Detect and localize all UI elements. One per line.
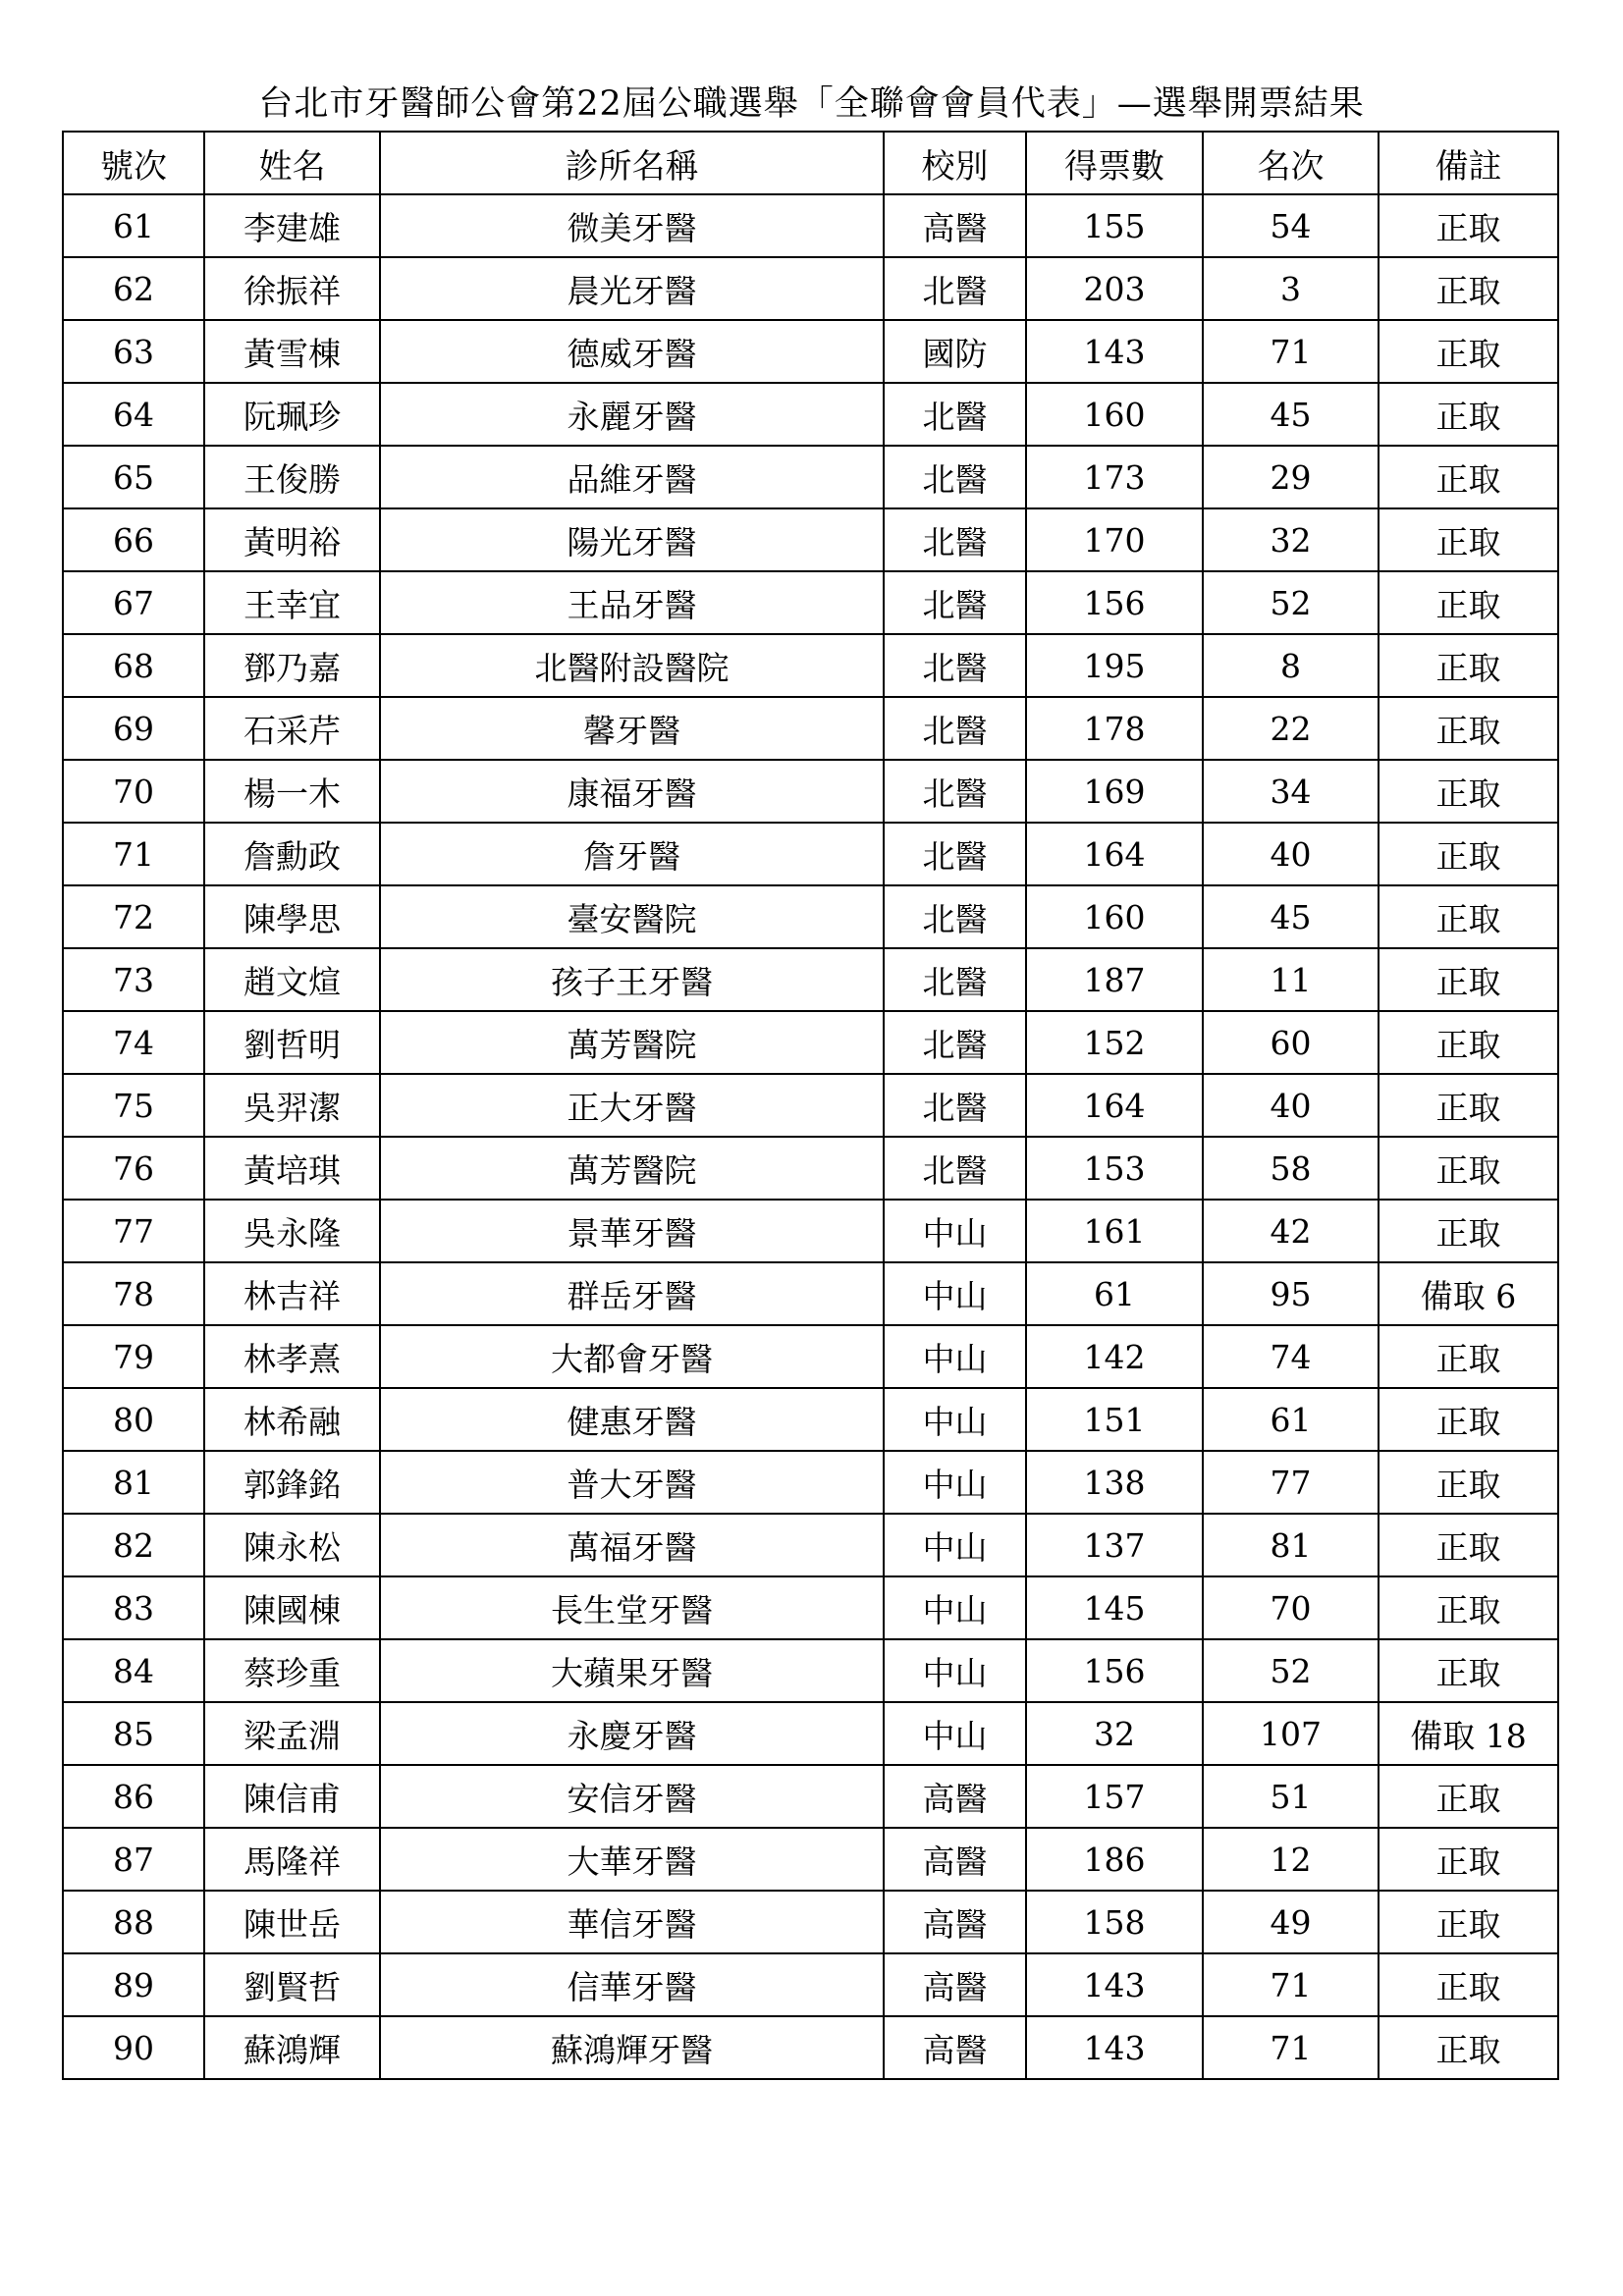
- cell-clinic: 詹牙醫: [380, 823, 884, 885]
- cell-number: 79: [63, 1325, 204, 1388]
- cell-rank: 95: [1203, 1262, 1379, 1325]
- table-row: [63, 1262, 1558, 1325]
- cell-name: 蔡珍重: [204, 1639, 380, 1702]
- cell-votes: 143: [1026, 2016, 1203, 2079]
- cell-note: 正取: [1379, 383, 1558, 446]
- cell-number: 68: [63, 634, 204, 697]
- cell-note: 正取: [1379, 948, 1558, 1011]
- cell-name: 陳信甫: [204, 1765, 380, 1828]
- cell-clinic: 晨光牙醫: [380, 257, 884, 320]
- cell-name: 阮珮珍: [204, 383, 380, 446]
- cell-rank: 70: [1203, 1576, 1379, 1639]
- cell-rank: 45: [1203, 383, 1379, 446]
- table-row: [63, 383, 1558, 446]
- cell-votes: 160: [1026, 885, 1203, 948]
- table-row: [63, 1011, 1558, 1074]
- cell-number: 86: [63, 1765, 204, 1828]
- cell-rank: 58: [1203, 1137, 1379, 1200]
- cell-clinic: 品維牙醫: [380, 446, 884, 508]
- cell-votes: 195: [1026, 634, 1203, 697]
- cell-school: 北醫: [884, 760, 1026, 823]
- cell-number: 69: [63, 697, 204, 760]
- cell-clinic: 康福牙醫: [380, 760, 884, 823]
- cell-number: 89: [63, 1953, 204, 2016]
- cell-note: 正取: [1379, 760, 1558, 823]
- cell-number: 73: [63, 948, 204, 1011]
- cell-clinic: 萬芳醫院: [380, 1011, 884, 1074]
- cell-number: 74: [63, 1011, 204, 1074]
- header-name: 姓名: [204, 132, 380, 194]
- table-row: [63, 1891, 1558, 1953]
- header-votes: 得票數: [1026, 132, 1203, 194]
- cell-rank: 77: [1203, 1451, 1379, 1514]
- cell-school: 北醫: [884, 257, 1026, 320]
- cell-votes: 152: [1026, 1011, 1203, 1074]
- cell-votes: 187: [1026, 948, 1203, 1011]
- table-row: [63, 571, 1558, 634]
- cell-note: 正取: [1379, 1828, 1558, 1891]
- table-row: [63, 1576, 1558, 1639]
- cell-clinic: 群岳牙醫: [380, 1262, 884, 1325]
- cell-note: 正取: [1379, 2016, 1558, 2079]
- cell-votes: 143: [1026, 320, 1203, 383]
- cell-note: 正取: [1379, 1200, 1558, 1262]
- cell-school: 北醫: [884, 1011, 1026, 1074]
- cell-clinic: 微美牙醫: [380, 194, 884, 257]
- table-row: [63, 760, 1558, 823]
- cell-clinic: 普大牙醫: [380, 1451, 884, 1514]
- cell-number: 65: [63, 446, 204, 508]
- cell-clinic: 陽光牙醫: [380, 508, 884, 571]
- cell-clinic: 長生堂牙醫: [380, 1576, 884, 1639]
- cell-number: 83: [63, 1576, 204, 1639]
- cell-rank: 3: [1203, 257, 1379, 320]
- table-row: [63, 948, 1558, 1011]
- cell-votes: 169: [1026, 760, 1203, 823]
- cell-rank: 8: [1203, 634, 1379, 697]
- cell-note: 正取: [1379, 194, 1558, 257]
- cell-number: 63: [63, 320, 204, 383]
- cell-note: 正取: [1379, 1388, 1558, 1451]
- cell-clinic: 安信牙醫: [380, 1765, 884, 1828]
- cell-clinic: 大蘋果牙醫: [380, 1639, 884, 1702]
- cell-note: 正取: [1379, 1576, 1558, 1639]
- cell-rank: 71: [1203, 1953, 1379, 2016]
- cell-note: 正取: [1379, 508, 1558, 571]
- table-row: [63, 1953, 1558, 2016]
- table-row: [63, 1765, 1558, 1828]
- cell-rank: 60: [1203, 1011, 1379, 1074]
- table-row: [63, 320, 1558, 383]
- cell-note: 正取: [1379, 1451, 1558, 1514]
- cell-name: 鄧乃嘉: [204, 634, 380, 697]
- cell-name: 林希融: [204, 1388, 380, 1451]
- cell-votes: 160: [1026, 383, 1203, 446]
- cell-school: 北醫: [884, 697, 1026, 760]
- cell-votes: 143: [1026, 1953, 1203, 2016]
- cell-number: 78: [63, 1262, 204, 1325]
- cell-rank: 71: [1203, 320, 1379, 383]
- cell-clinic: 臺安醫院: [380, 885, 884, 948]
- cell-school: 北醫: [884, 823, 1026, 885]
- cell-number: 80: [63, 1388, 204, 1451]
- cell-note: 正取: [1379, 1325, 1558, 1388]
- cell-rank: 45: [1203, 885, 1379, 948]
- cell-number: 76: [63, 1137, 204, 1200]
- cell-number: 85: [63, 1702, 204, 1765]
- cell-votes: 173: [1026, 446, 1203, 508]
- cell-votes: 155: [1026, 194, 1203, 257]
- cell-note: 正取: [1379, 697, 1558, 760]
- cell-school: 北醫: [884, 885, 1026, 948]
- cell-clinic: 永麗牙醫: [380, 383, 884, 446]
- table-row: [63, 885, 1558, 948]
- cell-note: 備取 18: [1379, 1702, 1558, 1765]
- table-row: [63, 446, 1558, 508]
- table-row: [63, 1200, 1558, 1262]
- cell-votes: 203: [1026, 257, 1203, 320]
- cell-rank: 22: [1203, 697, 1379, 760]
- cell-votes: 164: [1026, 1074, 1203, 1137]
- cell-rank: 61: [1203, 1388, 1379, 1451]
- cell-note: 正取: [1379, 1137, 1558, 1200]
- cell-rank: 54: [1203, 194, 1379, 257]
- cell-school: 北醫: [884, 1074, 1026, 1137]
- cell-number: 72: [63, 885, 204, 948]
- cell-rank: 49: [1203, 1891, 1379, 1953]
- cell-school: 中山: [884, 1514, 1026, 1576]
- cell-votes: 178: [1026, 697, 1203, 760]
- cell-clinic: 萬福牙醫: [380, 1514, 884, 1576]
- cell-school: 高醫: [884, 1953, 1026, 2016]
- cell-school: 北醫: [884, 383, 1026, 446]
- cell-school: 國防: [884, 320, 1026, 383]
- cell-name: 王幸宜: [204, 571, 380, 634]
- header-rank: 名次: [1203, 132, 1379, 194]
- table-row: [63, 1074, 1558, 1137]
- cell-name: 李建雄: [204, 194, 380, 257]
- table-row: [63, 1451, 1558, 1514]
- cell-note: 正取: [1379, 1074, 1558, 1137]
- cell-school: 中山: [884, 1388, 1026, 1451]
- cell-note: 正取: [1379, 320, 1558, 383]
- cell-votes: 170: [1026, 508, 1203, 571]
- cell-clinic: 大華牙醫: [380, 1828, 884, 1891]
- cell-rank: 29: [1203, 446, 1379, 508]
- cell-name: 馬隆祥: [204, 1828, 380, 1891]
- cell-votes: 137: [1026, 1514, 1203, 1576]
- document-title: 台北市牙醫師公會第22屆公職選舉「全聯會會員代表」—選舉開票結果: [258, 84, 1365, 124]
- cell-rank: 81: [1203, 1514, 1379, 1576]
- cell-school: 中山: [884, 1702, 1026, 1765]
- cell-school: 北醫: [884, 634, 1026, 697]
- cell-note: 正取: [1379, 885, 1558, 948]
- cell-number: 71: [63, 823, 204, 885]
- cell-name: 林吉祥: [204, 1262, 380, 1325]
- cell-note: 正取: [1379, 1765, 1558, 1828]
- cell-name: 梁孟淵: [204, 1702, 380, 1765]
- table-row: [63, 194, 1558, 257]
- cell-note: 正取: [1379, 1514, 1558, 1576]
- cell-name: 詹勳政: [204, 823, 380, 885]
- table-row: [63, 697, 1558, 760]
- cell-clinic: 信華牙醫: [380, 1953, 884, 2016]
- cell-name: 趙文煊: [204, 948, 380, 1011]
- cell-clinic: 景華牙醫: [380, 1200, 884, 1262]
- cell-note: 正取: [1379, 1891, 1558, 1953]
- cell-votes: 142: [1026, 1325, 1203, 1388]
- header-clinic: 診所名稱: [380, 132, 884, 194]
- cell-school: 中山: [884, 1576, 1026, 1639]
- table-row: [63, 634, 1558, 697]
- cell-rank: 107: [1203, 1702, 1379, 1765]
- cell-name: 徐振祥: [204, 257, 380, 320]
- table-row: [63, 823, 1558, 885]
- cell-clinic: 德威牙醫: [380, 320, 884, 383]
- cell-name: 劉賢哲: [204, 1953, 380, 2016]
- cell-votes: 153: [1026, 1137, 1203, 1200]
- cell-name: 王俊勝: [204, 446, 380, 508]
- cell-clinic: 健惠牙醫: [380, 1388, 884, 1451]
- cell-school: 北醫: [884, 446, 1026, 508]
- cell-name: 石采芹: [204, 697, 380, 760]
- table-row: [63, 508, 1558, 571]
- cell-number: 70: [63, 760, 204, 823]
- cell-school: 高醫: [884, 1765, 1026, 1828]
- cell-name: 陳世岳: [204, 1891, 380, 1953]
- cell-clinic: 萬芳醫院: [380, 1137, 884, 1200]
- cell-note: 正取: [1379, 1011, 1558, 1074]
- cell-number: 66: [63, 508, 204, 571]
- cell-note: 正取: [1379, 446, 1558, 508]
- cell-name: 吳羿潔: [204, 1074, 380, 1137]
- cell-name: 吳永隆: [204, 1200, 380, 1262]
- cell-name: 劉哲明: [204, 1011, 380, 1074]
- cell-rank: 11: [1203, 948, 1379, 1011]
- cell-school: 高醫: [884, 1828, 1026, 1891]
- cell-name: 陳學思: [204, 885, 380, 948]
- table-row: [63, 1514, 1558, 1576]
- cell-name: 黃培琪: [204, 1137, 380, 1200]
- cell-votes: 158: [1026, 1891, 1203, 1953]
- cell-votes: 186: [1026, 1828, 1203, 1891]
- table-row: [63, 1137, 1558, 1200]
- cell-school: 中山: [884, 1451, 1026, 1514]
- cell-note: 正取: [1379, 571, 1558, 634]
- cell-name: 林孝熹: [204, 1325, 380, 1388]
- cell-number: 82: [63, 1514, 204, 1576]
- cell-school: 中山: [884, 1325, 1026, 1388]
- cell-number: 88: [63, 1891, 204, 1953]
- table-row: [63, 1325, 1558, 1388]
- cell-note: 備取 6: [1379, 1262, 1558, 1325]
- cell-number: 77: [63, 1200, 204, 1262]
- cell-clinic: 正大牙醫: [380, 1074, 884, 1137]
- cell-note: 正取: [1379, 1953, 1558, 2016]
- cell-rank: 12: [1203, 1828, 1379, 1891]
- cell-school: 北醫: [884, 1137, 1026, 1200]
- cell-rank: 40: [1203, 823, 1379, 885]
- cell-rank: 52: [1203, 1639, 1379, 1702]
- cell-note: 正取: [1379, 823, 1558, 885]
- cell-name: 楊一木: [204, 760, 380, 823]
- cell-rank: 51: [1203, 1765, 1379, 1828]
- cell-clinic: 大都會牙醫: [380, 1325, 884, 1388]
- cell-school: 北醫: [884, 508, 1026, 571]
- cell-number: 75: [63, 1074, 204, 1137]
- cell-clinic: 王品牙醫: [380, 571, 884, 634]
- header-number: 號次: [63, 132, 204, 194]
- cell-rank: 34: [1203, 760, 1379, 823]
- cell-votes: 157: [1026, 1765, 1203, 1828]
- cell-clinic: 孩子王牙醫: [380, 948, 884, 1011]
- cell-school: 高醫: [884, 194, 1026, 257]
- header-school: 校別: [884, 132, 1026, 194]
- cell-name: 陳國棟: [204, 1576, 380, 1639]
- table-row: [63, 2016, 1558, 2079]
- cell-clinic: 華信牙醫: [380, 1891, 884, 1953]
- table-row: [63, 1702, 1558, 1765]
- header-note: 備註: [1379, 132, 1558, 194]
- cell-votes: 156: [1026, 571, 1203, 634]
- table-row: [63, 1639, 1558, 1702]
- cell-name: 黃雪棟: [204, 320, 380, 383]
- cell-votes: 151: [1026, 1388, 1203, 1451]
- cell-number: 90: [63, 2016, 204, 2079]
- cell-name: 陳永松: [204, 1514, 380, 1576]
- cell-clinic: 馨牙醫: [380, 697, 884, 760]
- table-body: [63, 194, 1558, 2079]
- cell-votes: 156: [1026, 1639, 1203, 1702]
- cell-name: 黃明裕: [204, 508, 380, 571]
- cell-number: 61: [63, 194, 204, 257]
- cell-votes: 32: [1026, 1702, 1203, 1765]
- cell-note: 正取: [1379, 1639, 1558, 1702]
- cell-name: 蘇鴻輝: [204, 2016, 380, 2079]
- table-row: [63, 257, 1558, 320]
- cell-votes: 161: [1026, 1200, 1203, 1262]
- cell-number: 62: [63, 257, 204, 320]
- cell-clinic: 北醫附設醫院: [380, 634, 884, 697]
- table-header-row: [63, 132, 1558, 194]
- table-row: [63, 1828, 1558, 1891]
- cell-rank: 71: [1203, 2016, 1379, 2079]
- cell-rank: 52: [1203, 571, 1379, 634]
- cell-number: 81: [63, 1451, 204, 1514]
- cell-rank: 42: [1203, 1200, 1379, 1262]
- cell-votes: 138: [1026, 1451, 1203, 1514]
- election-results-table: [62, 131, 1559, 2080]
- cell-school: 高醫: [884, 2016, 1026, 2079]
- cell-school: 高醫: [884, 1891, 1026, 1953]
- cell-rank: 32: [1203, 508, 1379, 571]
- cell-rank: 40: [1203, 1074, 1379, 1137]
- cell-votes: 61: [1026, 1262, 1203, 1325]
- cell-note: 正取: [1379, 634, 1558, 697]
- cell-school: 中山: [884, 1262, 1026, 1325]
- cell-note: 正取: [1379, 257, 1558, 320]
- cell-clinic: 永慶牙醫: [380, 1702, 884, 1765]
- cell-number: 87: [63, 1828, 204, 1891]
- cell-rank: 74: [1203, 1325, 1379, 1388]
- cell-school: 中山: [884, 1200, 1026, 1262]
- cell-school: 北醫: [884, 948, 1026, 1011]
- cell-school: 中山: [884, 1639, 1026, 1702]
- cell-school: 北醫: [884, 571, 1026, 634]
- cell-votes: 145: [1026, 1576, 1203, 1639]
- cell-number: 64: [63, 383, 204, 446]
- cell-number: 67: [63, 571, 204, 634]
- cell-clinic: 蘇鴻輝牙醫: [380, 2016, 884, 2079]
- cell-name: 郭鋒銘: [204, 1451, 380, 1514]
- cell-votes: 164: [1026, 823, 1203, 885]
- table-row: [63, 1388, 1558, 1451]
- cell-number: 84: [63, 1639, 204, 1702]
